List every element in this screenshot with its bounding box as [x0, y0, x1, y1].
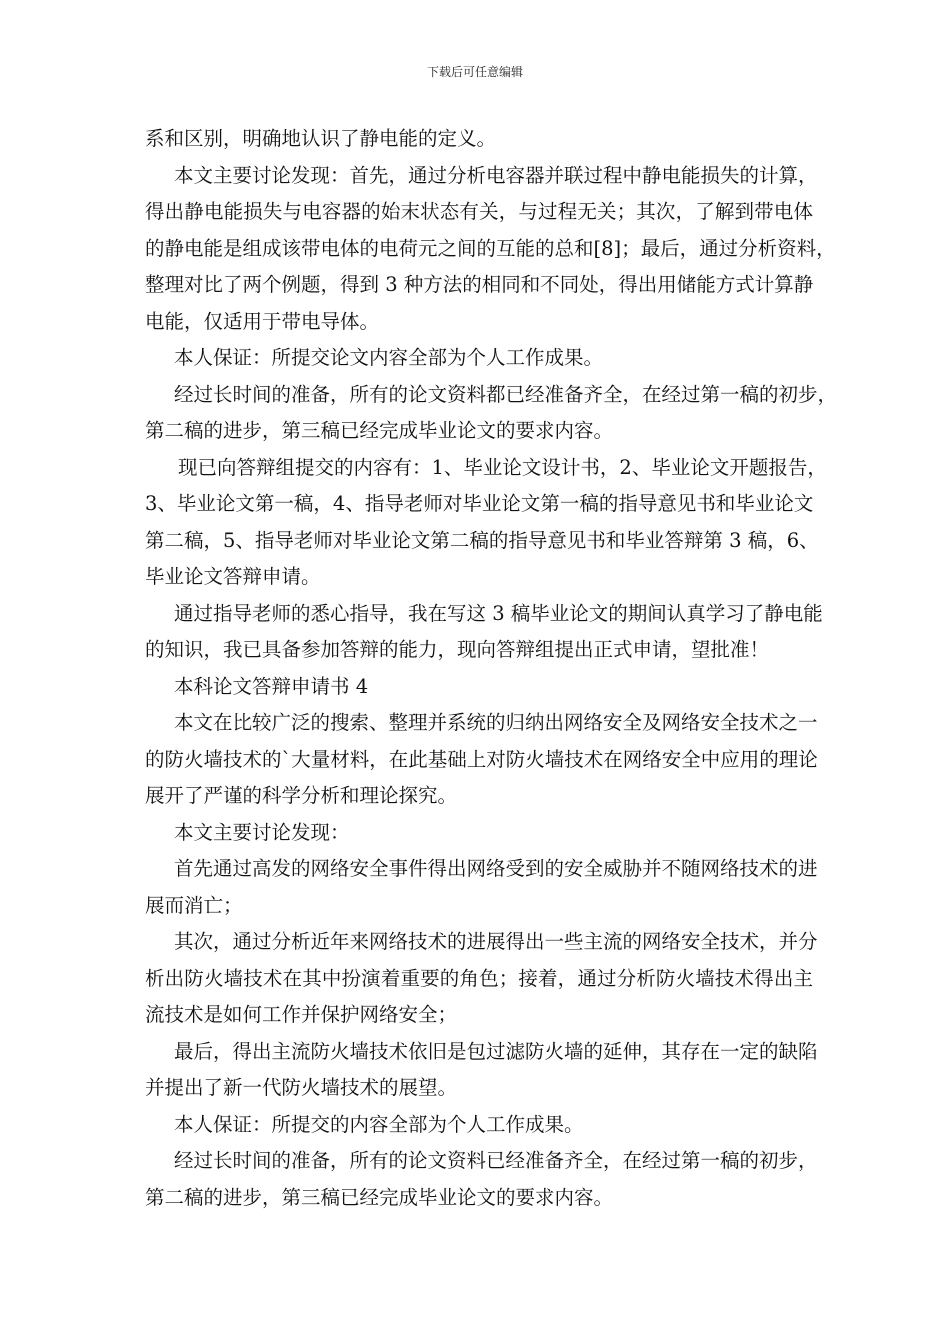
text-line: 通过指导老师的悉心指导，我在写这 3 稿毕业论文的期间认真学习了静电能 [174, 601, 823, 625]
text-line: 系和区别，明确地认识了静电能的定义。 [145, 127, 497, 150]
text-line: 展而消亡； [145, 893, 243, 917]
text-line: 析出防火墙技术在其中扮演着重要的角色；接着，通过分析防火墙技术得出主 [145, 966, 813, 990]
text-line: 经过长时间的准备，所有的论文资料已经准备齐全，在经过第一稿的初步， [174, 1149, 818, 1172]
text-line: 最后，得出主流防火墙技术依旧是包过滤防火墙的延伸，其存在一定的缺陷 [174, 1039, 818, 1063]
text-line: 第二稿，5、指导老师对毕业论文第二稿的指导意见书和毕业答辩第 3 稿，6、 [145, 528, 819, 552]
text-line: 第二稿的进步，第三稿已经完成毕业论文的要求内容。 [145, 419, 614, 442]
text-line: 首先通过高发的网络安全事件得出网络受到的安全威胁并不随网络技术的进 [174, 857, 818, 880]
text-line: 的防火墙技术的`大量材料，在此基础上对防火墙技术在网络安全中应用的理论 [145, 747, 818, 771]
text-line: 展开了严谨的科学分析和理论探究。 [145, 784, 458, 807]
text-line: 本文主要讨论发现：首先，通过分析电容器并联过程中静电能损失的计算， [174, 163, 818, 187]
text-line: 本人保证：所提交论文内容全部为个人工作成果。 [174, 346, 604, 369]
text-line: 流技术是如何工作并保护网络安全； [145, 1003, 458, 1026]
text-line: 本科论文答辩申请书 4 [174, 674, 369, 698]
text-line: 的知识，我已具备参加答辩的能力，现向答辩组提出正式申请，望批准！ [145, 638, 770, 661]
text-line: 得出静电能损失与电容器的始末状态有关，与过程无关；其次，了解到带电体 [145, 200, 813, 223]
text-line: 3、毕业论文第一稿，4、指导老师对毕业论文第一稿的指导意见书和毕业论文 [145, 492, 814, 515]
page-header: 下载后可任意编辑 [426, 65, 523, 79]
text-line: 的静电能是组成该带电体的电荷元之间的互能的总和[8]；最后，通过分析资料， [145, 236, 836, 260]
document-body [145, 121, 838, 1216]
text-line: 本人保证：所提交的内容全部为个人工作成果。 [174, 1112, 584, 1136]
text-line: 经过长时间的准备，所有的论文资料都已经准备齐全，在经过第一稿的初步， [174, 382, 838, 406]
text-line: 本文在比较广泛的搜索、整理并系统的归纳出网络安全及网络安全技术之一 [174, 711, 818, 734]
text-line: 毕业论文答辩申请。 [145, 565, 321, 588]
text-line: 电能，仅适用于带电导体。 [145, 309, 380, 333]
text-line: 整理对比了两个例题，得到 3 种方法的相同和不同处，得出用储能方式计算静 [145, 273, 814, 296]
text-line: 本文主要讨论发现： [174, 820, 350, 844]
text-line: 现已向答辩组提交的内容有：1、毕业论文设计书，2、毕业论文开题报告， [178, 455, 827, 479]
text-line: 其次，通过分析近年来网络技术的进展得出一些主流的网络安全技术，并分 [174, 930, 818, 953]
text-line: 并提出了新一代防火墙技术的展望。 [145, 1076, 458, 1099]
text-line: 第二稿的进步，第三稿已经完成毕业论文的要求内容。 [145, 1185, 614, 1209]
